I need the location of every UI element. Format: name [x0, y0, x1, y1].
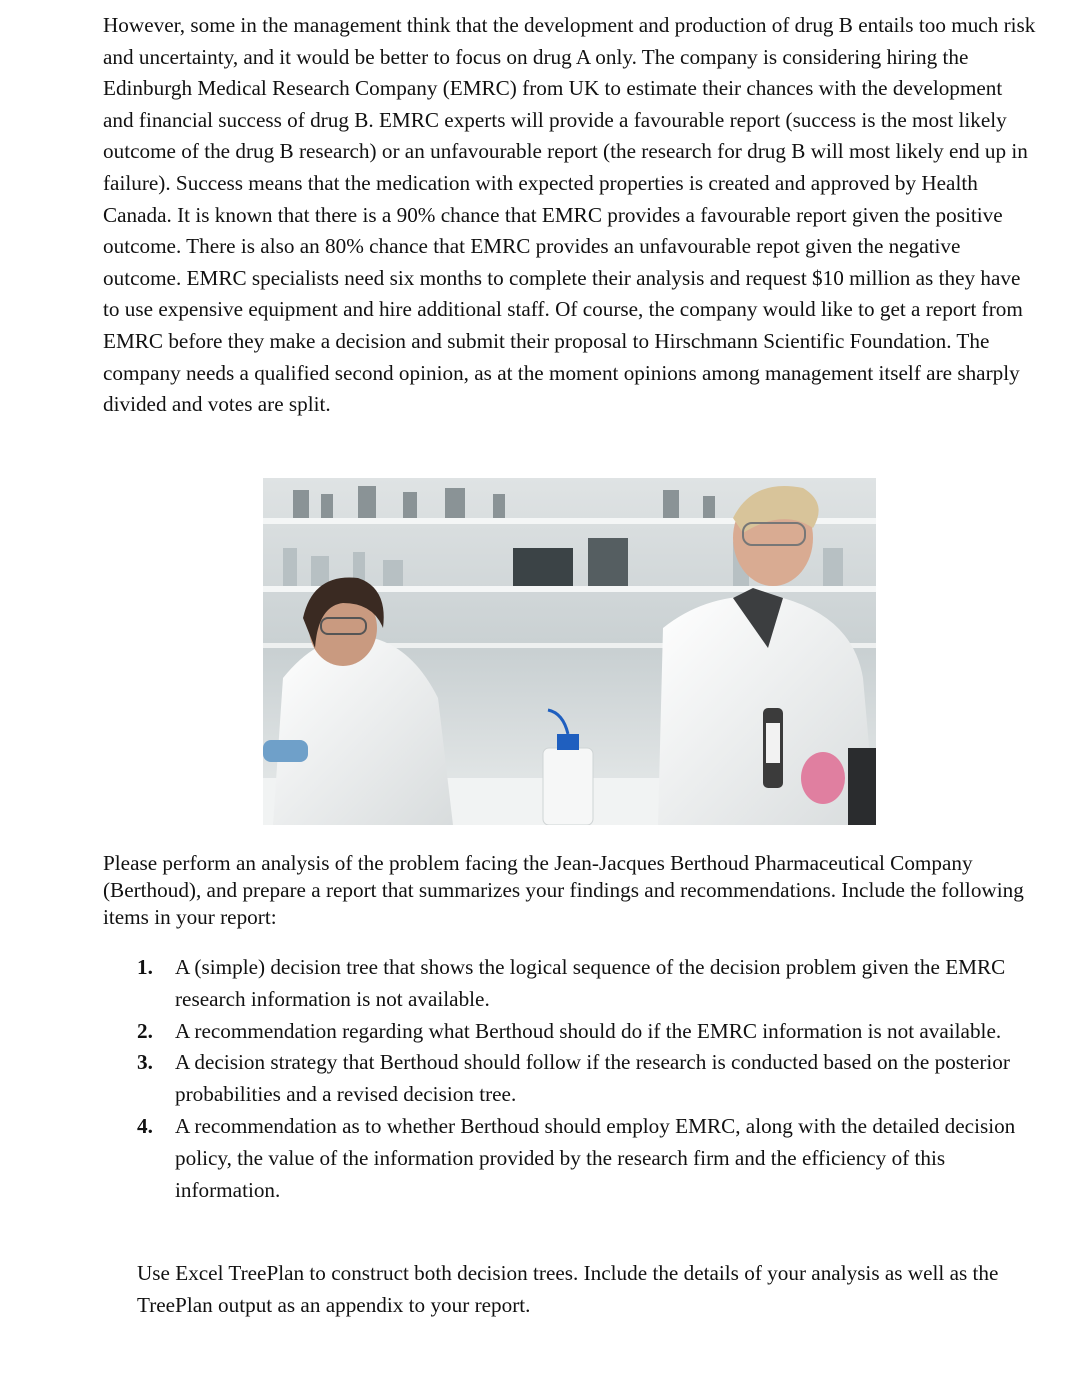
intro-paragraph: However, some in the management think that the development and production of drug B entails too much risk and uncertainty, and it would be better to focus on drug A only. The company is considering hiring the Edinburgh Medical Research Company (EMRC) from UK to estimate their chances with the development and financial success of drug B. EMRC experts will provide a favourable report (success is the most likely outcome of the drug B research) or an unfavourable report (the research for drug B will most likely end up in failure). Success means that the medication with expected properties is created and approved by Health Canada. It is known that there is a 90% chance that EMRC provides a favourable report given the positive outcome. There is also an 80% chance that EMRC provides an unfavourable repot given the negative outcome. EMRC specialists need six months to complete their analysis and request $10 million as they have to use expensive equipment and hire additional staff. Of course, the company would like to get a report from EMRC before they make a decision and submit their proposal to Hirschmann Scientific Foundation. The company needs a qualified second opinion, as at the moment opinions among management itself are sharply divided and votes are split.: [103, 13, 1036, 417]
task-paragraph: Please perform an analysis of the problem facing the Jean-Jacques Berthoud Pharmaceutical Company (Berthoud), and prepare a report that summarizes your findings and recommendations. Include the following items in your report:: [103, 851, 1024, 929]
list-item: 4. A recommendation as to whether Berthoud should employ EMRC, along with the detailed decision policy, the value of the information provided by the research firm and the efficiency of this information.: [137, 1113, 1016, 1202]
list-item: 2. A recommendation regarding what Berthoud should do if the EMRC information is not available.: [137, 1018, 1002, 1043]
closing-paragraph: Use Excel TreePlan to construct both decision trees. Include the details of your analysis as well as the TreePlan output as an appendix to your report.: [137, 1261, 999, 1317]
report-items-list: [137, 952, 1037, 1206]
list-item: 1. A (simple) decision tree that shows the logical sequence of the decision problem given the EMRC research information is not available.: [137, 955, 1006, 1011]
list-item: 3. A decision strategy that Berthoud should follow if the research is conducted based on the posterior probabilities and a revised decision tree.: [137, 1050, 1010, 1107]
lab-scientists-photo: [263, 478, 876, 825]
